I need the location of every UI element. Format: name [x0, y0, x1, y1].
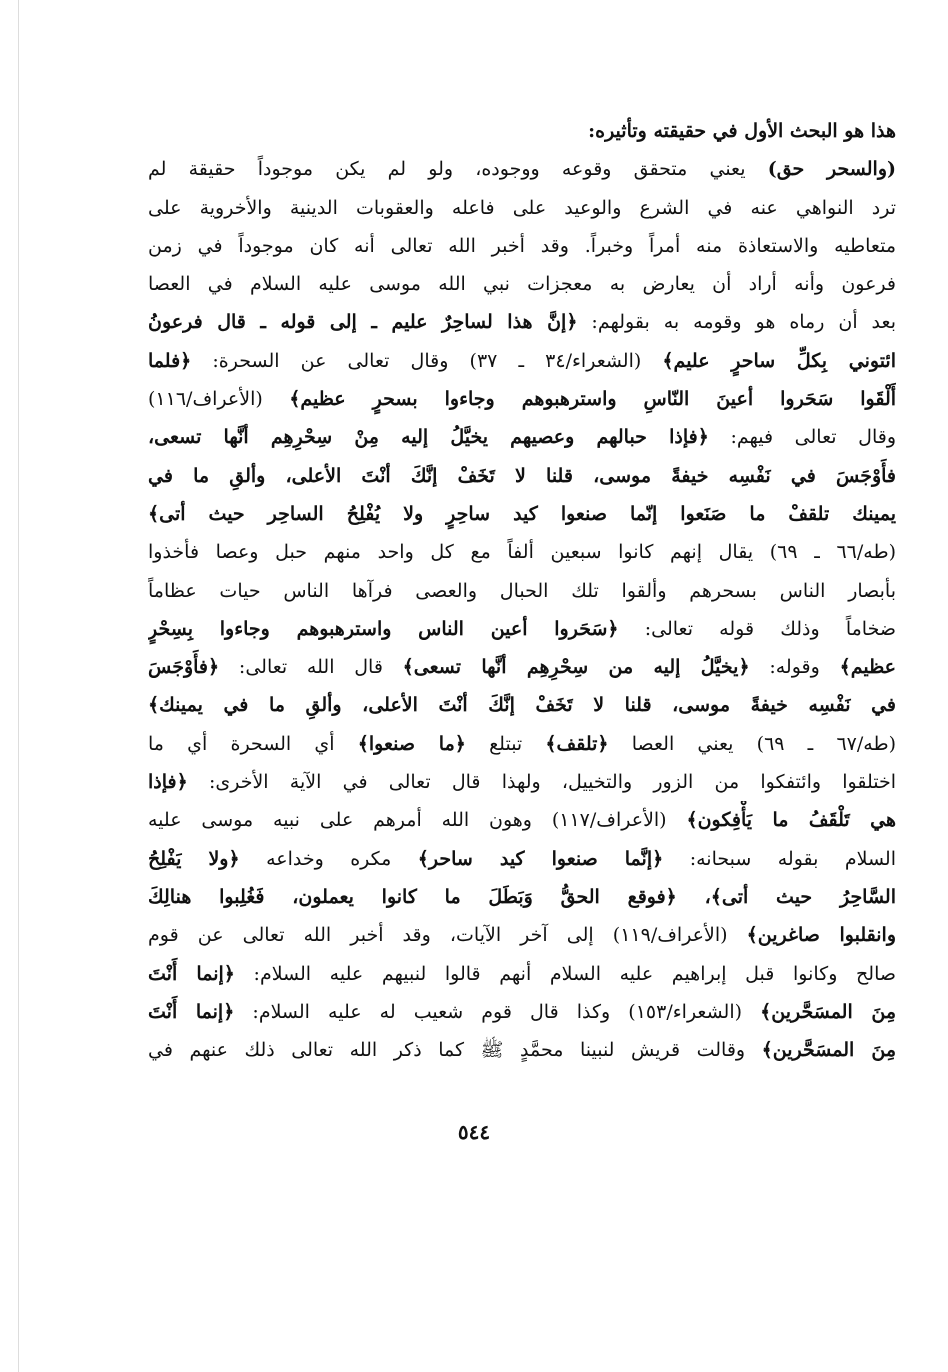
text-segment: وقال تعالى فيهم: — [708, 426, 896, 449]
text-segment: (الشعراء/١٥٣) وكذا قال قوم شعيب له عليه السلام: — [234, 1000, 761, 1023]
text-line — [148, 993, 896, 1031]
bold-text-segment: السَّاحِرُ حيث أتى﴾، ﴿فوقع الحقُّ وَبَطَلَ ما كانوا يعملون، فَغُلِبوا هنالِكَ — [148, 885, 896, 908]
bold-text-segment: ﴿إنما أَنْتَ — [148, 962, 235, 985]
text-line — [148, 533, 896, 571]
page-body — [148, 112, 896, 1069]
text-line — [148, 303, 896, 341]
bold-text-segment: ﴿إنَّ هذا لساحِرٌ عليم ـ إلى قوله ـ قال فرعونُ — [148, 311, 578, 334]
text-line — [148, 418, 896, 456]
text-line — [148, 725, 896, 763]
text-segment: ترد النواهي عنه في الشرع والوعيد على فاعله والعقوبات الدينية والأخروية على — [148, 196, 896, 219]
bold-text-segment: يمينك تلقفْ ما صَنَعوا إنّما صنعوا كيد ساحِرٍ ولا يُفْلِحُ الساحِر حيث أتى﴾ — [148, 502, 896, 525]
text-line — [148, 265, 896, 303]
text-line — [148, 801, 896, 839]
bold-text-segment: مِنَ المسَحَّرين﴾ — [760, 1000, 896, 1023]
text-line — [148, 495, 896, 533]
text-segment: بعد أن رماه هو وقومه به بقولهم: — [577, 311, 896, 334]
text-segment: (الشعراء/٣٤ ـ ٣٧) وقال تعالى عن السحرة: — [191, 349, 663, 372]
bold-text-segment: ﴿فإذا حبالهم وعصيهم يخيَّلُ إليه مِنْ سِحْرِهِم أنَّها تسعى، — [148, 426, 709, 449]
text-segment: أي السحرة أي ما — [148, 732, 358, 755]
bold-text-segment: ﴿إنما أَنْتَ — [148, 1000, 235, 1023]
text-segment: صالح وكانوا قبل إبراهيم عليه السلام أنهم قالوا لنبيهم عليه السلام: — [234, 962, 896, 985]
bold-text-segment: ائتوني بِكلِّ ساحرٍ عليم﴾ — [662, 349, 896, 372]
bold-text-segment: وانقلبوا صاغرين﴾ — [746, 924, 896, 947]
bold-text-segment: (والسحر حق) — [767, 158, 896, 181]
bold-text-segment: مِنَ المسَحَّرين﴾ — [761, 1039, 896, 1062]
bold-text-segment: هذا هو البحث الأول في حقيقته وتأثيره: — [588, 120, 896, 142]
text-line — [148, 878, 896, 916]
text-line — [148, 189, 896, 227]
bold-text-segment: ﴿سَحَروا أعين الناس واسترهبوهم وجاءوا بِسِحْرٍ — [148, 617, 619, 640]
text-line — [148, 648, 896, 686]
text-line — [148, 380, 896, 418]
text-segment: متعاطيه والاستعاذة منه أمراً وخبراً. وقد أخبر الله تعالى أنه كان موجوداً في زمن — [148, 234, 896, 257]
text-segment: بأبصار الناس بسحرهم وألقوا تلك الحبال والعصى فرآها الناس حيات عظاماً — [148, 579, 896, 602]
text-segment: السلام بقوله سبحانه: — [663, 847, 896, 870]
text-line — [148, 610, 896, 648]
text-segment: فرعون وأنه أراد أن يعارض به معجزات نبي الله موسى عليه السلام في العصا — [148, 273, 896, 296]
bold-text-segment: فأَوْجَسَ في نَفْسِه خيفةً موسى، قلنا لا تَخَفْ إنَّكَ أنْتَ الأعلى، وألقِ ما في — [148, 464, 896, 487]
text-line — [148, 763, 896, 801]
bold-text-segment: ﴿ولا يَفْلِحُ — [148, 847, 240, 870]
text-line — [148, 686, 896, 724]
text-line — [148, 457, 896, 495]
page-number: ٥٤٤ — [457, 1120, 491, 1144]
text-line — [148, 342, 896, 380]
bold-text-segment: ﴿فلما — [148, 349, 192, 372]
text-line — [148, 955, 896, 993]
text-segment: وقالت قريش لنبينا محمَّدٍ ﷺ كما ذكر الله تعالى ذلك عنهم في — [148, 1039, 762, 1062]
scan-edge — [18, 0, 19, 1372]
bold-text-segment: في نَفْسِه خيفةً موسى، قلنا لا تَخَفْ إنَّكَ أنْتَ الأعلى، وألقِ ما في يمينك﴾ — [148, 694, 896, 717]
text-segment: مكره وخداعه — [239, 847, 418, 870]
bold-text-segment: أَلْقَوا سَحَروا أعينَ النّاسِ واسترهبوهم وجاءوا بسحرٍ عظيم﴾ — [289, 388, 896, 411]
text-segment: وقوله: — [749, 656, 840, 679]
bold-text-segment: عظيم﴾ — [839, 656, 896, 679]
text-line — [148, 572, 896, 610]
text-line — [148, 1031, 896, 1069]
text-line — [148, 840, 896, 878]
bold-text-segment: ﴿إنَّما صنعوا كيد ساحر﴾ — [417, 847, 664, 870]
bold-text-segment: هي تَلْقَفُ ما يَأْفِكون﴾ — [686, 809, 896, 832]
text-segment: يعني متحقق وقوعه ووجوده، ولو لم يكن موجوداً حقيقة لم — [148, 158, 768, 181]
text-segment: اختلقوا وائتفكوا من الزور والتخييل، ولهذا قال تعالى في الآية الأخرى: — [187, 771, 896, 794]
text-segment: تبتلع — [465, 732, 546, 755]
bold-text-segment: ﴿فإذا — [148, 771, 188, 794]
bold-text-segment: ﴿ما صنعوا﴾ — [357, 732, 466, 755]
text-segment: (طه/٦٦ ـ ٦٩) يقال إنهم كانوا سبعين ألفاً مع كل واحد منهم حبل وعصا فأخذوا — [148, 541, 896, 564]
text-line — [148, 227, 896, 265]
bold-text-segment: ﴿تلقف﴾ — [545, 732, 609, 755]
bold-text-segment: ﴿فأَوْجَسَ — [148, 656, 220, 679]
text-segment: قال الله تعالى: — [219, 656, 403, 679]
text-line — [148, 916, 896, 954]
text-segment: (الأعراف/١١٧) وهون الله أمرهم على نبيه موسى عليه — [148, 809, 687, 832]
text-line — [148, 112, 896, 150]
text-line — [148, 150, 896, 188]
text-segment: (الأعراف/١١٩) إلى آخر الآيات، وقد أخبر الله تعالى عن قوم — [148, 924, 747, 947]
text-segment: ضخاماً وذلك قوله تعالى: — [618, 617, 896, 640]
text-segment: (طه/٦٧ ـ ٦٩) يعني العصا — [608, 732, 896, 755]
text-segment: (الأعراف/١١٦) — [148, 388, 290, 411]
bold-text-segment: ﴿يخيَّلُ إليه من سِحْرِهِم أنَّها تسعى﴾ — [402, 656, 750, 679]
